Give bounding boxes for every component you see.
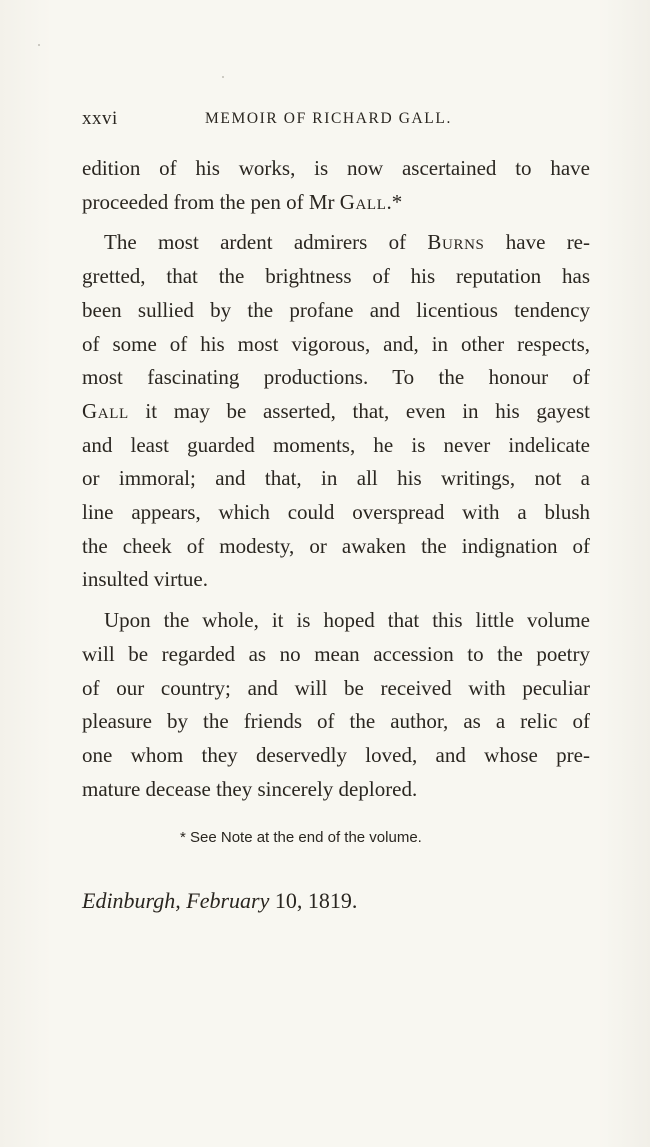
paper-speck xyxy=(222,76,224,78)
text-line: the cheek of modesty, or awaken the indignation of xyxy=(82,533,590,558)
text-line: gretted, that the brightness of his reputation has xyxy=(82,264,590,289)
running-title: MEMOIR OF RICHARD GALL. xyxy=(205,110,452,127)
text-line: mature decease they sincerely deplored. xyxy=(82,776,418,801)
dateline xyxy=(82,888,357,914)
text-run: have re- xyxy=(484,230,591,255)
text-line: of our country; and will be received with peculiar xyxy=(82,675,590,700)
author-name-smallcaps: Gall xyxy=(339,189,387,214)
text-line: or immoral; and that, in all his writings, not a xyxy=(82,466,590,491)
text-line: insulted virtue. xyxy=(82,567,208,592)
poet-name-smallcaps: Burns xyxy=(427,230,485,255)
text-line: most fascinating productions. To the honour of xyxy=(82,365,590,390)
paper-speck xyxy=(38,44,40,46)
text-line: been sullied by the profane and licentious tendency xyxy=(82,297,590,322)
text-run: it may be asserted, that, even in his gayest xyxy=(128,398,590,423)
footnote-marker: .* xyxy=(386,189,403,214)
dateline-place-month: Edinburgh, February xyxy=(82,888,270,913)
dateline-day-year: 10, 1819. xyxy=(269,888,358,913)
text-run: The most ardent admirers of xyxy=(104,230,428,255)
text-line: one whom they deservedly loved, and whose pre- xyxy=(82,742,590,767)
text-line: line appears, which could overspread with a blush xyxy=(82,500,590,525)
text-line xyxy=(82,395,590,429)
footnote: * See Note at the end of the volume. xyxy=(180,829,422,846)
text-line xyxy=(82,186,590,220)
text-run: proceeded from the pen of Mr xyxy=(82,189,340,214)
author-name-smallcaps: Gall xyxy=(82,398,129,423)
text-line: pleasure by the friends of the author, as a relic of xyxy=(82,709,590,734)
text-line: Upon the whole, it is hoped that this little volume xyxy=(104,608,590,633)
text-line: of some of his most vigorous, and, in other respects, xyxy=(82,331,590,356)
text-line: and least guarded moments, he is never indelicate xyxy=(82,432,590,457)
page-number: xxvi xyxy=(82,108,118,129)
text-line: will be regarded as no mean accession to the poetry xyxy=(82,641,590,666)
page-header xyxy=(82,108,590,130)
text-line xyxy=(82,226,590,260)
text-line: edition of his works, is now ascertained to have xyxy=(82,156,590,180)
body-text xyxy=(82,152,590,806)
